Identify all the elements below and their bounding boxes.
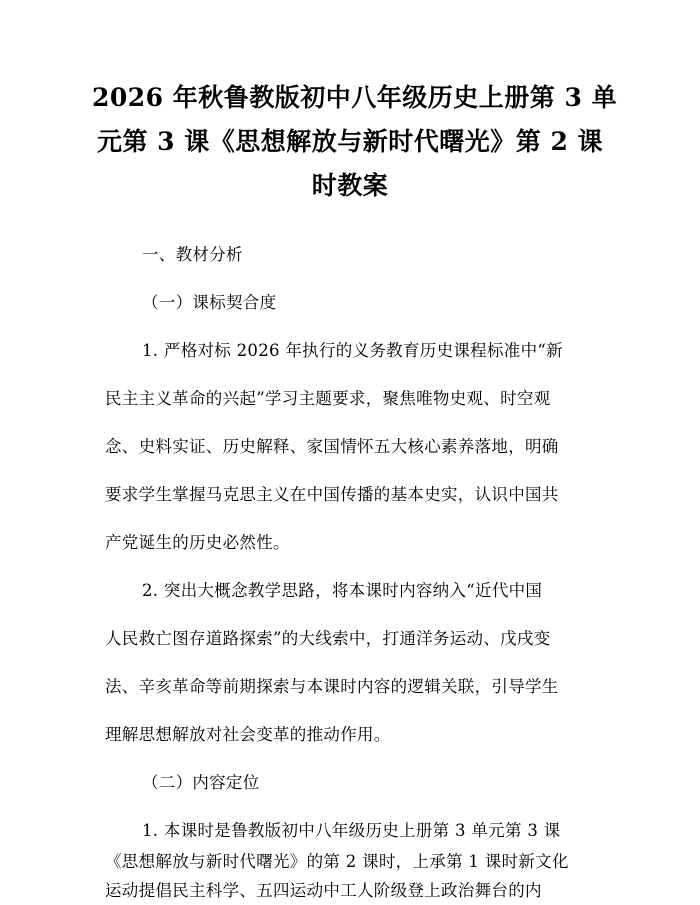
title-line-1: 2026 年秋鲁教版初中八年级历史上册第 3 单: [92, 83, 618, 112]
paragraph-1-line-4: 要求学生掌握马克思主义在中国传播的基本史实，认识中国共: [105, 485, 559, 504]
paragraph-2-line-3: 法、辛亥革命等前期探索与本课时内容的逻辑关联，引导学生: [105, 677, 559, 696]
paragraph-2-line-1: 2. 突出大概念教学思路，将本课时内容纳入“近代中国: [142, 581, 543, 600]
document-title: [92, 76, 618, 208]
subsection-heading-content-positioning: （二）内容定位: [142, 773, 260, 792]
paragraph-2-line-4: 理解思想解放对社会变革的推动作用。: [105, 725, 391, 744]
section-heading-teaching-material-analysis: 一、教材分析: [142, 245, 243, 264]
paragraph-3-line-1: 1. 本课时是鲁教版初中八年级历史上册第 3 单元第 3 课: [142, 821, 561, 840]
paragraph-2-line-2: 人民救亡图存道路探索”的大线索中，打通洋务运动、戊戌变: [105, 629, 551, 648]
title-line-2: 元第 3 课《思想解放与新时代曙光》第 2 课: [96, 127, 604, 156]
paragraph-1-line-2: 民主主义革命的兴起”学习主题要求，聚焦唯物史观、时空观: [105, 389, 551, 408]
paragraph-1-line-3: 念、史料实证、历史解释、家国情怀五大核心素养落地，明确: [105, 437, 559, 456]
paragraph-3-line-2: 《思想解放与新时代曙光》的第 2 课时，上承第 1 课时新文化: [105, 852, 569, 871]
subsection-heading-curriculum-fit: （一）课标契合度: [142, 293, 277, 312]
title-line-3: 时教案: [311, 171, 389, 200]
paragraph-3-line-3: 运动提倡民主科学、五四运动中工人阶级登上政治舞台的内: [105, 881, 542, 900]
paragraph-1-line-5: 产党诞生的历史必然性。: [105, 533, 290, 552]
paragraph-1-line-1: 1. 严格对标 2026 年执行的义务教育历史课程标准中“新: [142, 341, 563, 360]
